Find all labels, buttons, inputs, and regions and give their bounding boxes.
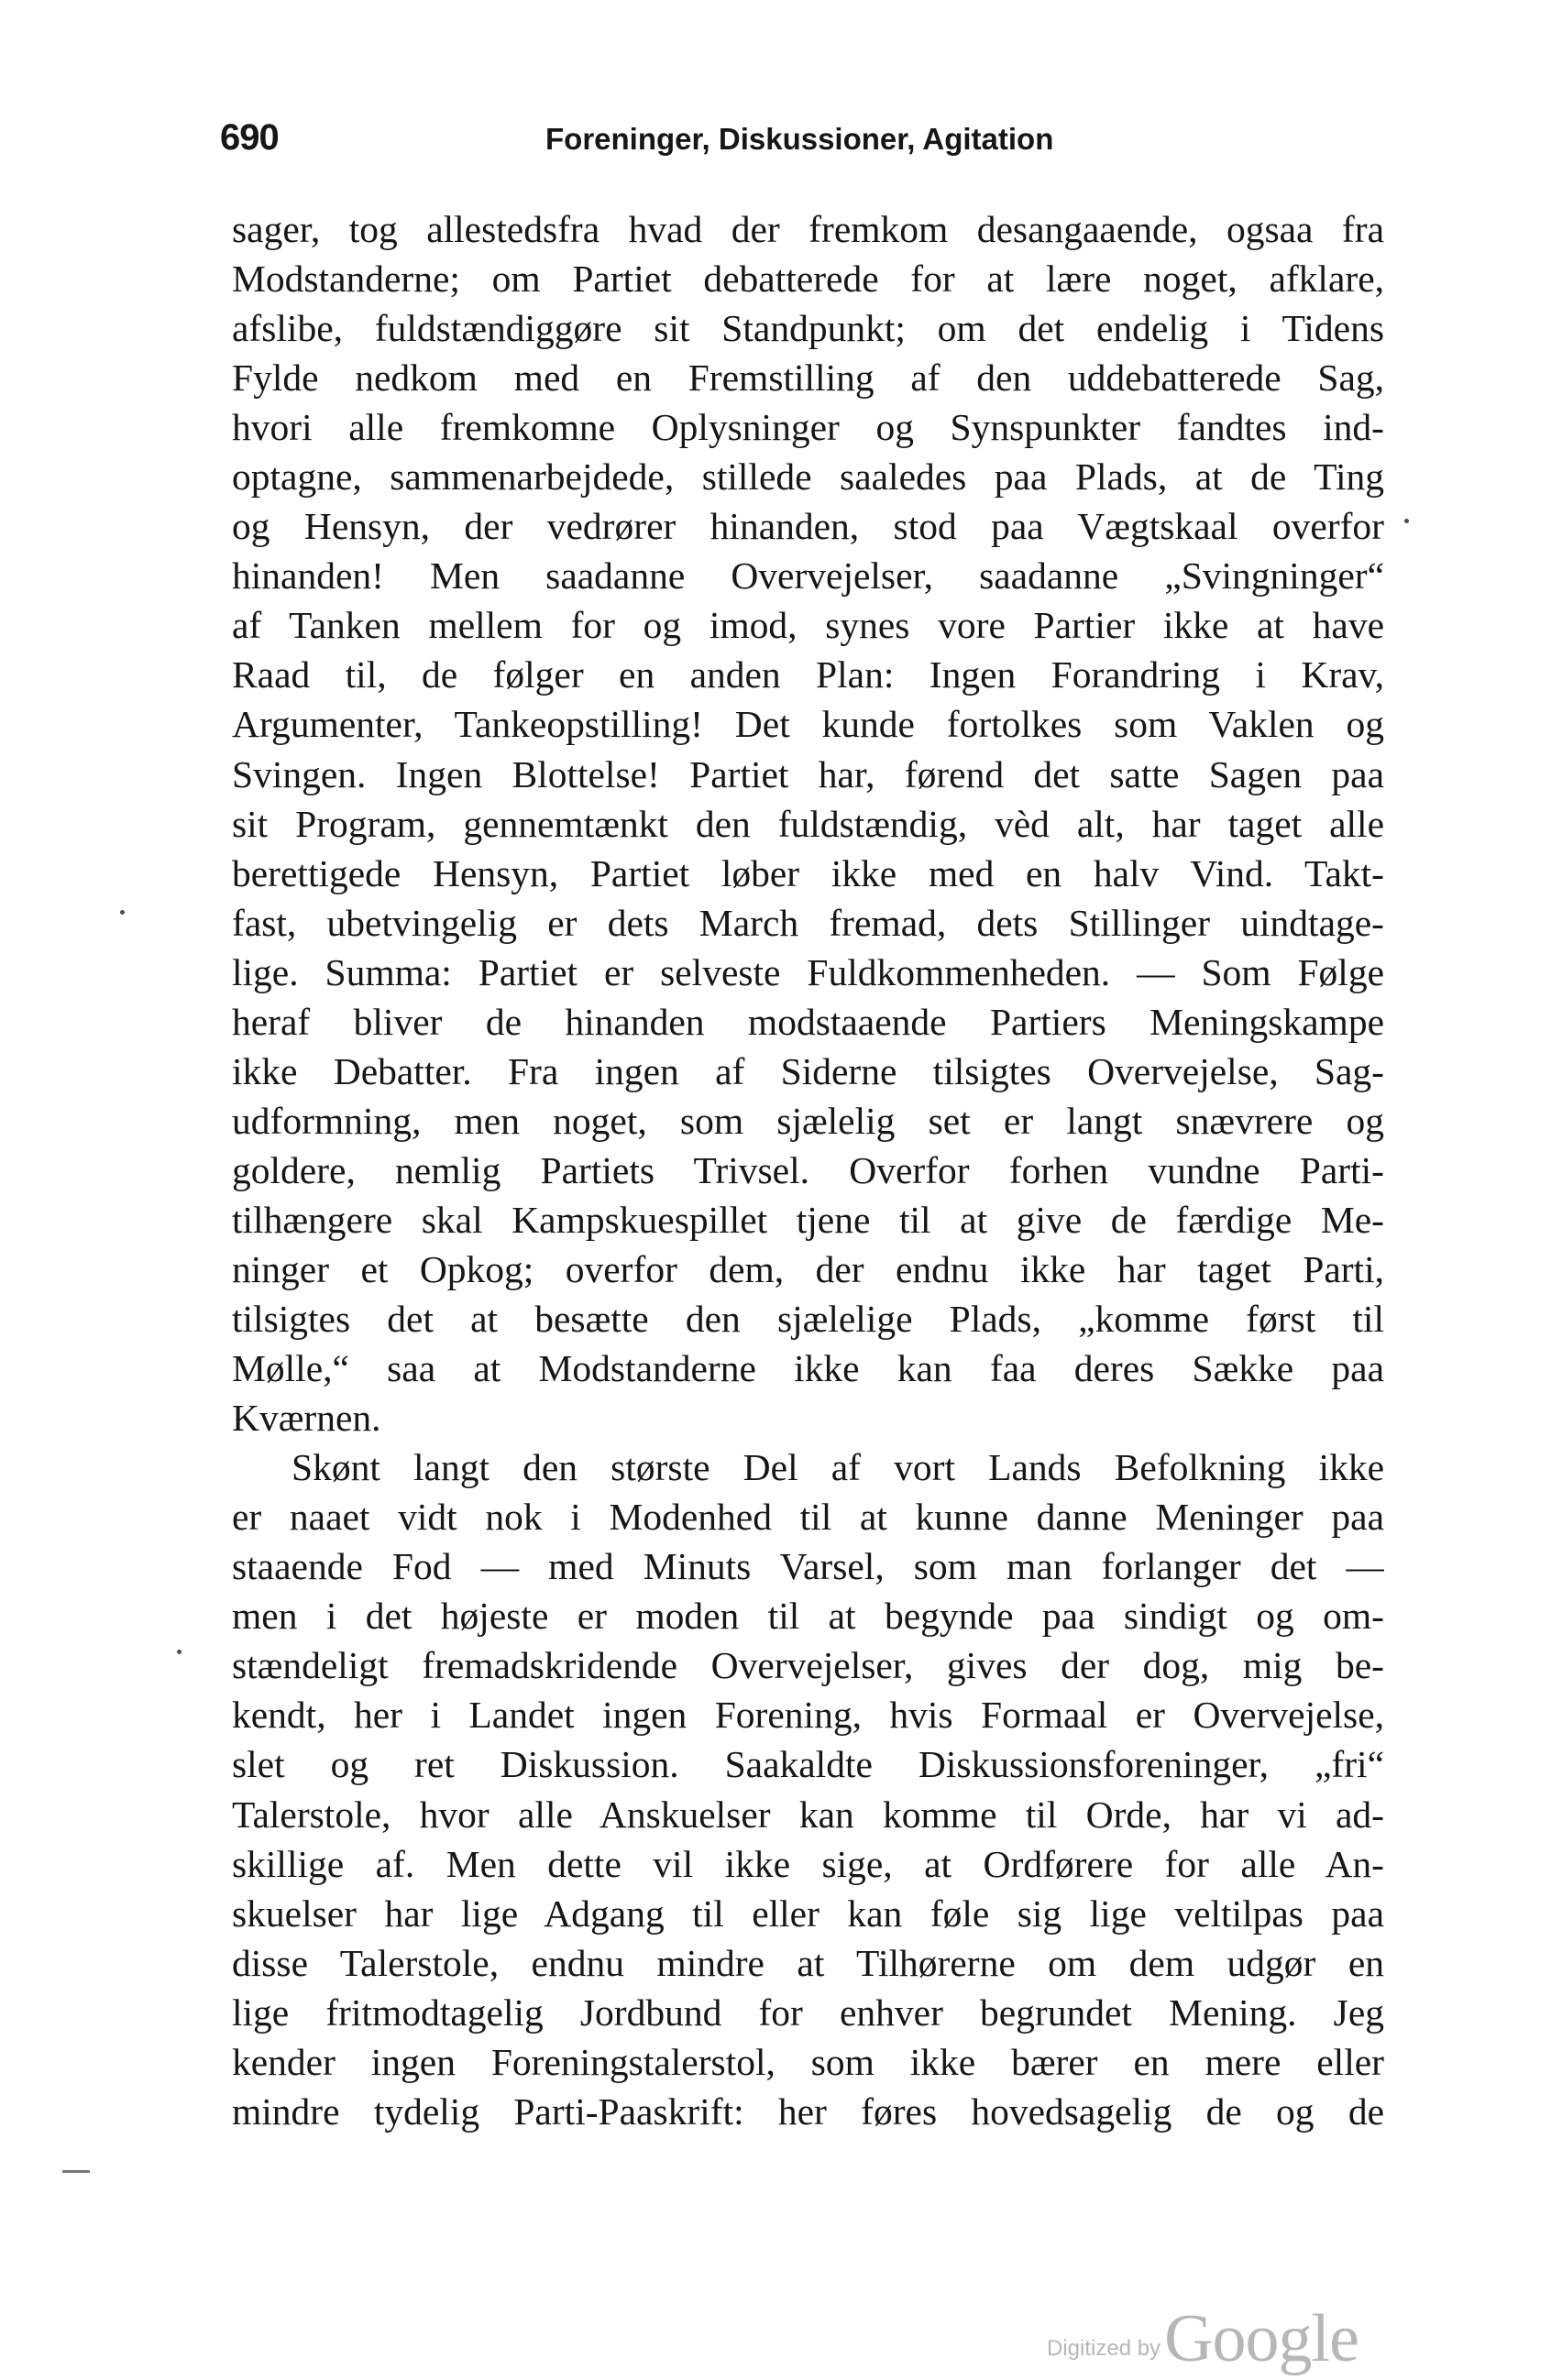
text-line: Svingen. Ingen Blottelse! Partiet har, førend det satte Sagen paa: [232, 752, 1384, 795]
text-line: ninger et Opkog; overfor dem, der endnu ikke har taget Parti,: [232, 1247, 1384, 1290]
text-line: optagne, sammenarbejdede, stillede saaledes paa Plads, at de Ting: [232, 455, 1384, 499]
text-line: udformning, men noget, som sjælelig set er langt snævrere og: [232, 1099, 1384, 1142]
digitized-watermark: [1047, 2300, 1358, 2378]
text-line: Raad til, de følger en anden Plan: Ingen Forandring i Krav,: [232, 653, 1384, 696]
text-line: Modstanderne; om Partiet debatterede for at lære noget, afklare,: [232, 258, 1384, 301]
text-line: ikke Debatter. Fra ingen af Siderne tilsigtes Overvejelse, Sag-: [232, 1049, 1384, 1092]
text-line: slet og ret Diskussion. Saakaldte Diskussionsforeninger, „fri“: [232, 1743, 1384, 1786]
page-number: 690: [220, 117, 279, 158]
text-line: sit Program, gennemtænkt den fuldstændig, vèd alt, har taget alle: [232, 802, 1384, 845]
text-line: stændeligt fremadskridende Overvejelser, gives der dog, mig be-: [232, 1644, 1384, 1687]
text-line: kender ingen Foreningstalerstol, som ikke bærer en mere eller: [232, 2040, 1384, 2083]
text-line: mindre tydelig Parti-Paaskrift: her føres hovedsagelig de og de: [232, 2089, 1384, 2133]
text-line: hvori alle fremkomne Oplysninger og Synspunkter fandtes ind-: [232, 406, 1384, 449]
text-line: hinanden! Men saadanne Overvejelser, saadanne „Svingninger“: [232, 554, 1384, 598]
text-line: men i det højeste er moden til at begynde paa sindigt og om-: [232, 1595, 1384, 1638]
text-line: Argumenter, Tankeopstilling! Det kunde fortolkes som Vaklen og: [232, 703, 1384, 746]
scan-mark: [62, 2170, 90, 2173]
scan-speck: [1404, 519, 1409, 523]
text-line: afslibe, fuldstændiggøre sit Standpunkt; om det endelig i Tidens: [232, 307, 1384, 350]
text-line: goldere, nemlig Partiets Trivsel. Overfor forhen vundne Parti-: [232, 1148, 1384, 1191]
text-line: Mølle,“ saa at Modstanderne ikke kan faa deres Sække paa: [232, 1347, 1384, 1390]
scan-speck: [177, 1650, 182, 1654]
paragraph-end-line: Kværnen.: [232, 1397, 381, 1440]
text-line: lige fritmodtagelig Jordbund for enhver begrundet Mening. Jeg: [232, 1991, 1384, 2034]
running-head: Foreninger, Diskussioner, Agitation: [545, 122, 1054, 156]
paragraph-start-line: Skønt langt den største Del af vort Lands Befolkning ikke: [292, 1446, 1384, 1489]
watermark-prefix: Digitized by: [1047, 2336, 1161, 2361]
text-line: sager, tog allestedsfra hvad der fremkom desangaaende, ogsaa fra: [232, 208, 1384, 250]
text-line: berettigede Hensyn, Partiet løber ikke med en halv Vind. Takt-: [232, 851, 1384, 894]
text-line: kendt, her i Landet ingen Forening, hvis Formaal er Overvejelse,: [232, 1694, 1384, 1737]
text-line: Talerstole, hvor alle Anskuelser kan komme til Orde, har vi ad-: [232, 1793, 1384, 1836]
text-line: lige. Summa: Partiet er selveste Fuldkommenheden. — Som Følge: [232, 950, 1384, 993]
scan-speck: [120, 910, 125, 915]
page-header: [220, 117, 1384, 172]
text-line: disse Talerstole, endnu mindre at Tilhørerne om dem udgør en: [232, 1941, 1384, 1984]
text-line: heraf bliver de hinanden modstaaende Partiers Meningskampe: [232, 1000, 1384, 1043]
text-line: staaende Fod — med Minuts Varsel, som man forlanger det —: [232, 1545, 1384, 1588]
text-line: skillige af. Men dette vil ikke sige, at Ordførere for alle An-: [232, 1842, 1384, 1885]
text-line: Fylde nedkom med en Fremstilling af den uddebatterede Sag,: [232, 356, 1384, 400]
text-line: fast, ubetvingelig er dets March fremad, dets Stillinger uindtage-: [232, 901, 1384, 944]
text-line: og Hensyn, der vedrører hinanden, stod paa Vægtskaal overfor: [232, 505, 1384, 548]
text-line: tilsigtes det at besætte den sjælelige Plads, „komme først til: [232, 1298, 1384, 1341]
text-line: af Tanken mellem for og imod, synes vore Partier ikke at have: [232, 604, 1384, 647]
text-line: tilhængere skal Kampskuespillet tjene til at give de færdige Me-: [232, 1198, 1384, 1241]
google-logo: Google: [1164, 2301, 1358, 2376]
text-line: skuelser har lige Adgang til eller kan føle sig lige veltilpas paa: [232, 1892, 1384, 1935]
body-text: [232, 204, 1384, 2136]
text-line: er naaet vidt nok i Modenhed til at kunne danne Meninger paa: [232, 1496, 1384, 1539]
